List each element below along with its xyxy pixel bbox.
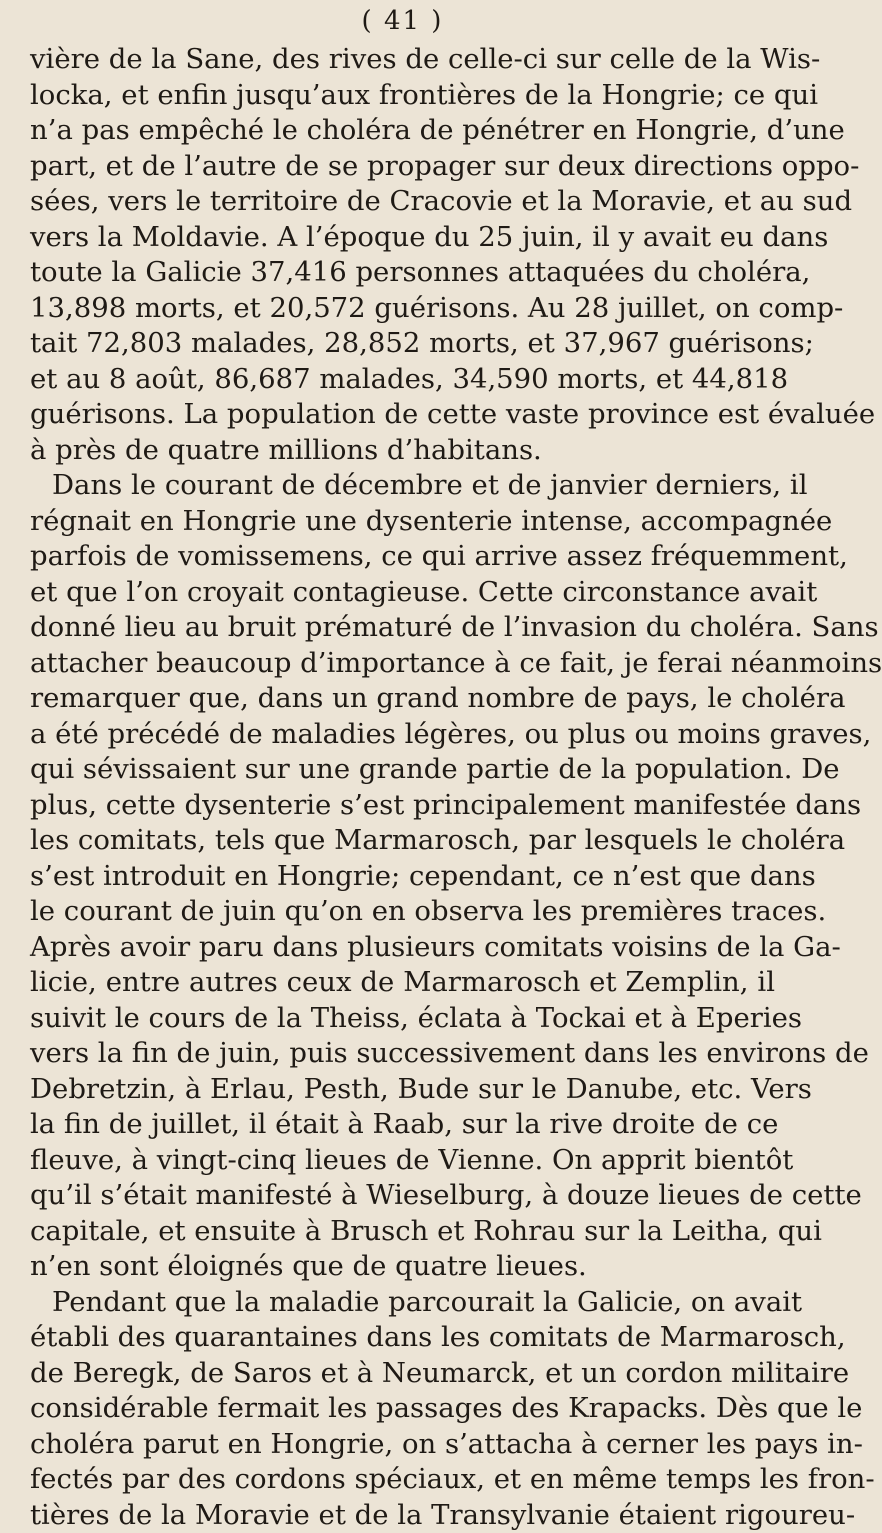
- text-line: la fin de juillet, il était à Raab, sur la rive droite de ce: [30, 1107, 775, 1143]
- body-text: [30, 42, 775, 1533]
- text-line: remarquer que, dans un grand nombre de pays, le choléra: [30, 681, 775, 717]
- text-line: locka, et enfin jusqu’aux frontières de la Hongrie; ce qui: [30, 78, 775, 114]
- page-number: ( 41 ): [30, 0, 775, 38]
- text-line: Dans le courant de décembre et de janvier derniers, il: [30, 468, 775, 504]
- text-line: tières de la Moravie et de la Transylvanie étaient rigoureu-: [30, 1498, 775, 1533]
- text-line: fleuve, à vingt-cinq lieues de Vienne. On apprit bientôt: [30, 1143, 775, 1179]
- text-line: Après avoir paru dans plusieurs comitats voisins de la Ga-: [30, 930, 775, 966]
- text-line: n’a pas empêché le choléra de pénétrer en Hongrie, d’une: [30, 113, 775, 149]
- text-line: qui sévissaient sur une grande partie de la population. De: [30, 752, 775, 788]
- text-line: Pendant que la maladie parcourait la Galicie, on avait: [30, 1285, 775, 1321]
- text-line: tait 72,803 malades, 28,852 morts, et 37,967 guérisons;: [30, 326, 775, 362]
- text-line: sées, vers le territoire de Cracovie et la Moravie, et au sud: [30, 184, 775, 220]
- text-line: part, et de l’autre de se propager sur deux directions oppo-: [30, 149, 775, 185]
- text-line: capitale, et ensuite à Brusch et Rohrau sur la Leitha, qui: [30, 1214, 775, 1250]
- text-line: les comitats, tels que Marmarosch, par lesquels le choléra: [30, 823, 775, 859]
- text-line: Debretzin, à Erlau, Pesth, Bude sur le Danube, etc. Vers: [30, 1072, 775, 1108]
- text-line: de Beregk, de Saros et à Neumarck, et un cordon militaire: [30, 1356, 775, 1392]
- text-line: a été précédé de maladies légères, ou plus ou moins graves,: [30, 717, 775, 753]
- text-line: choléra parut en Hongrie, on s’attacha à cerner les pays in-: [30, 1427, 775, 1463]
- text-line: vers la Moldavie. A l’époque du 25 juin, il y avait eu dans: [30, 220, 775, 256]
- text-line: à près de quatre millions d’habitans.: [30, 433, 775, 469]
- text-line: s’est introduit en Hongrie; cependant, ce n’est que dans: [30, 859, 775, 895]
- text-line: donné lieu au bruit prématuré de l’invasion du choléra. Sans: [30, 610, 775, 646]
- text-line: toute la Galicie 37,416 personnes attaquées du choléra,: [30, 255, 775, 291]
- text-line: licie, entre autres ceux de Marmarosch et Zemplin, il: [30, 965, 775, 1001]
- text-line: vière de la Sane, des rives de celle-ci sur celle de la Wis-: [30, 42, 775, 78]
- text-line: régnait en Hongrie une dysenterie intense, accompagnée: [30, 504, 775, 540]
- text-line: guérisons. La population de cette vaste province est évaluée: [30, 397, 775, 433]
- text-line: considérable fermait les passages des Krapacks. Dès que le: [30, 1391, 775, 1427]
- text-line: qu’il s’était manifesté à Wieselburg, à douze lieues de cette: [30, 1178, 775, 1214]
- text-line: 13,898 morts, et 20,572 guérisons. Au 28 juillet, on comp-: [30, 291, 775, 327]
- text-line: parfois de vomissemens, ce qui arrive assez fréquemment,: [30, 539, 775, 575]
- text-line: plus, cette dysenterie s’est principalement manifestée dans: [30, 788, 775, 824]
- text-line: n’en sont éloignés que de quatre lieues.: [30, 1249, 775, 1285]
- text-line: et au 8 août, 86,687 malades, 34,590 morts, et 44,818: [30, 362, 775, 398]
- text-line: suivit le cours de la Theiss, éclata à Tockai et à Eperies: [30, 1001, 775, 1037]
- text-line: vers la fin de juin, puis successivement dans les environs de: [30, 1036, 775, 1072]
- text-line: attacher beaucoup d’importance à ce fait, je ferai néanmoins: [30, 646, 775, 682]
- text-line: fectés par des cordons spéciaux, et en même temps les fron-: [30, 1462, 775, 1498]
- text-line: établi des quarantaines dans les comitats de Marmarosch,: [30, 1320, 775, 1356]
- text-line: et que l’on croyait contagieuse. Cette circonstance avait: [30, 575, 775, 611]
- text-line: le courant de juin qu’on en observa les premières traces.: [30, 894, 775, 930]
